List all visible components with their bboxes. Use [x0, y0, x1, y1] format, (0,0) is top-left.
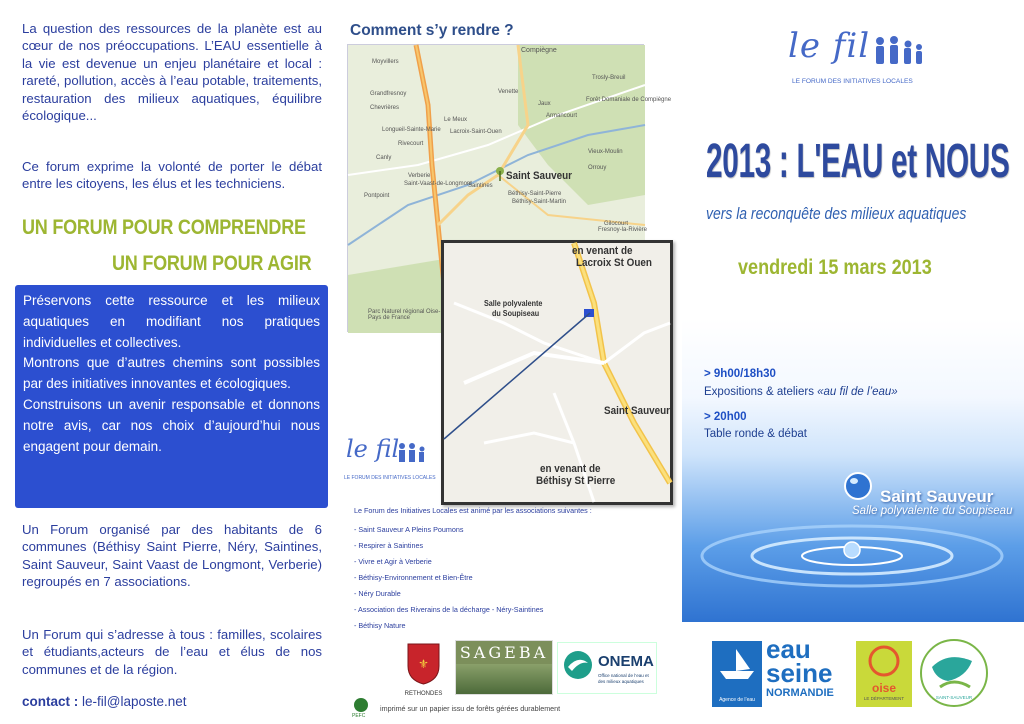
left-panel	[0, 0, 340, 724]
map-label-gilocourt: Gilocourt	[604, 221, 629, 227]
location-venue: Salle polyvalente du Soupiseau	[852, 505, 1013, 517]
inset-from-lacroix-2: Lacroix St Ouen	[576, 257, 652, 269]
map-label-le-meux: Le Meux	[444, 117, 468, 123]
map-label-rivecourt: Rivecourt	[398, 141, 424, 147]
partner-logos	[682, 632, 1024, 712]
middle-panel	[340, 0, 682, 724]
event-title: 2013 : L'EAU et NOUS	[706, 135, 1010, 188]
cta-paragraph-preserve: Préservons cette ressource et les milieux aquatiques en modifiant nos pratiques individuelles et collectives.	[23, 293, 320, 350]
schedule-desc-emph: «au fil de l’eau»	[817, 386, 898, 398]
oise-emblem-icon	[856, 641, 912, 681]
rethondes-logo	[396, 640, 451, 700]
eau-seine-normandie-logo	[712, 634, 848, 707]
map-label-lacroix: Lacroix-Saint-Ouen	[450, 129, 502, 135]
local-map-inset	[441, 240, 673, 505]
map-label-armancourt: Armancourt	[546, 113, 578, 119]
associations-list	[354, 522, 543, 634]
organisers-paragraph: Un Forum organisé par des habitants de 6 communes (Béthisy Saint Pierre, Néry, Saintines, Saint Sauveur, Saint Vaast de Longmont, Verberie) regroupés en 7 associations.	[22, 522, 322, 590]
map-label-pontpoint: Pontpoint	[364, 193, 390, 199]
onema-swirl-icon	[562, 649, 594, 681]
headline-understand: UN FORUM POUR COMPRENDRE	[22, 216, 306, 239]
location-name: Saint Sauveur	[880, 487, 994, 506]
map-label-fresnoy: Fresnoy-la-Rivière	[598, 227, 648, 233]
list-item: - Association des Riverains de la décharge - Néry-Saintines	[354, 605, 544, 614]
oise-word: oise	[871, 681, 896, 695]
map-label-longueil: Longueil-Sainte-Marie	[382, 127, 441, 133]
list-item: - Béthisy Nature	[354, 621, 406, 630]
map-label-compiegne: Compiègne	[521, 47, 557, 54]
inset-from-lacroix-1: en venant de	[572, 245, 633, 257]
map-label-saint-sauveur: Saint Sauveur	[506, 170, 573, 182]
list-item: - Respirer à Saintines	[354, 541, 424, 550]
right-panel	[682, 0, 1024, 724]
intro-paragraph: La question des ressources de la planète est au cœur de nos préoccupations. L’EAU essentielle à la vie est devenue un enjeu planétaire et local : rareté, pollution, accès à l’eau potable, traitements, restauration des milieux aquatiques, équilibre écologique...	[22, 21, 322, 124]
map-label-vaast: Saint-Vaast-de-Longmont	[404, 181, 472, 187]
small-logo-sub: LE FORUM DES INITIATIVES LOCALES	[344, 475, 436, 481]
people-icon	[872, 34, 924, 74]
oise-sub: LE DÉPARTEMENT	[863, 696, 905, 701]
onema-logo	[557, 642, 657, 694]
rethondes-label: RETHONDES	[404, 691, 443, 697]
map-label-vieux-moulin: Vieux-Moulin	[588, 149, 623, 155]
printed-note: imprimé sur un papier issu de forêts gérées durablement	[380, 704, 561, 713]
logo-word: le fil	[788, 26, 871, 66]
map-label-bethisy-sp: Béthisy-Saint-Pierre	[508, 191, 562, 197]
map-label-bethisy-sm: Béthisy-Saint-Martin	[512, 199, 567, 205]
contact-email[interactable]: le-fil@laposte.net	[82, 694, 187, 709]
cta-paragraph-build: Construisons un avenir responsable et donnons notre avis, car nos choix d’aujourd’hui nous engagent pour demain.	[23, 396, 320, 454]
map-label-jaux: Jaux	[538, 101, 551, 107]
schedule-desc-2	[704, 428, 807, 440]
list-item: - Béthisy-Environnement et Bien-Être	[354, 573, 473, 582]
small-logo-word: le fil	[346, 435, 400, 463]
pefc-label: PEFC	[352, 713, 366, 719]
map-label-foret: Forêt Domaniale de Compiègne	[586, 97, 672, 103]
contact-label: contact :	[22, 694, 79, 709]
sageba-photo	[456, 664, 552, 694]
normandie-word: NORMANDIE	[766, 687, 834, 699]
map-label-verberie: Verberie	[408, 173, 431, 179]
call-to-action-box	[15, 285, 328, 508]
headline-act: UN FORUM POUR AGIR	[112, 252, 312, 275]
map-label-moyvillers: Moyvillers	[372, 59, 399, 65]
contact-line	[22, 694, 187, 709]
eau-word: eau	[766, 634, 811, 664]
le-fil-logo	[788, 26, 928, 90]
boat-icon	[712, 641, 762, 687]
event-subtitle: vers la reconquête des milieux aquatiques	[706, 204, 967, 223]
inset-from-bethisy-2: Béthisy St Pierre	[536, 475, 616, 487]
sageba-label: SAGEBA	[459, 643, 549, 662]
schedule-desc-text: Table ronde & débat	[704, 428, 807, 440]
schedule-time-text: > 9h00/18h30	[704, 368, 776, 380]
map-label-saintines: Saintines	[468, 183, 493, 189]
water-drop-icon	[842, 470, 874, 502]
inset-from-bethisy-1: en venant de	[540, 463, 601, 475]
logo-sub: LE FORUM DES INITIATIVES LOCALES	[792, 78, 913, 85]
agency-label: Agence de l’eau	[719, 697, 755, 703]
schedule-time-1	[704, 368, 776, 380]
map-label-orrouy: Orrouy	[588, 165, 607, 171]
associations-intro: Le Forum des Initiatives Locales est animé par les associations suivantes :	[354, 506, 592, 515]
oise-logo	[856, 641, 912, 707]
schedule-desc-1	[704, 386, 898, 398]
saint-sauveur-label: SAINT-SAUVEUR	[935, 695, 973, 700]
inset-salle-2: du Soupiseau	[492, 309, 540, 318]
onema-label: ONEMA	[598, 653, 654, 670]
schedule-time-2	[704, 411, 747, 423]
seine-word: seine	[766, 658, 833, 688]
list-item: - Saint Sauveur A Pleins Poumons	[354, 525, 464, 534]
small-le-fil-logo	[340, 435, 440, 495]
inset-salle-1: Salle polyvalente	[484, 299, 543, 308]
people-icon	[396, 441, 430, 467]
cta-paragraph-show: Montrons que d’autres chemins sont possibles par des initiatives innovantes et écologiques.	[23, 355, 320, 392]
inset-saint-sauveur: Saint Sauveur	[604, 405, 671, 417]
saint-sauveur-logo	[918, 637, 990, 709]
list-item: - Néry Durable	[354, 589, 401, 598]
forum-purpose-paragraph: Ce forum exprime la volonté de porter le débat entre les citoyens, les élus et les techniciens.	[22, 159, 322, 192]
schedule-time-text: > 20h00	[704, 411, 747, 423]
map-label-venette: Venette	[498, 89, 519, 95]
pefc-icon	[354, 698, 368, 712]
svg-text:⚜: ⚜	[418, 657, 429, 671]
list-item: - Vivre et Agir à Verberie	[354, 557, 432, 566]
schedule-desc-text: Expositions & ateliers	[704, 386, 818, 398]
map-label-canly: Canly	[376, 155, 392, 161]
sageba-logo	[455, 640, 553, 695]
event-date: vendredi 15 mars 2013	[738, 256, 932, 279]
map-label-parc: Parc Naturel régional Oise-Pays de France	[368, 309, 441, 321]
map-label-grandfresnoy: Grandfresnoy	[370, 91, 407, 97]
directions-title: Comment s’y rendre ?	[350, 22, 514, 39]
audience-paragraph: Un Forum qui s’adresse à tous : familles, scolaires et étudiants,acteurs de l’eau et élus de nos communes et de la région.	[22, 627, 322, 677]
coat-of-arms-icon	[396, 640, 451, 686]
agency-badge	[712, 641, 762, 707]
onema-sub: Office national de l’eau et des milieux aquatiques	[598, 673, 649, 684]
map-label-trosly: Trosly-Breuil	[592, 75, 626, 81]
map-label-chevrieres: Chevrières	[370, 105, 400, 111]
